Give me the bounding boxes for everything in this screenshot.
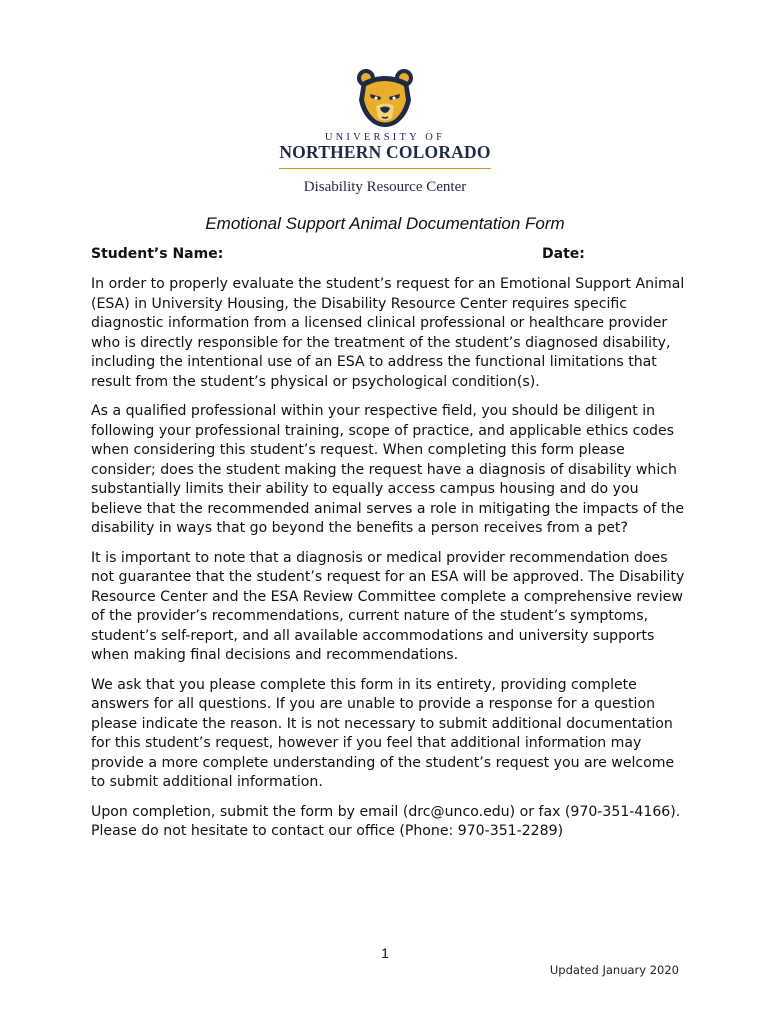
form-instructions [91, 275, 689, 852]
date-label: Date: [542, 246, 585, 262]
page-number: 1 [381, 945, 389, 961]
form-title: Emotional Support Animal Documentation Form [205, 214, 565, 233]
paragraph-contact: Upon completion, submit the form by email (drc@unco.edu) or fax (970-351-4166). Please do not hesitate to contact our office (Phone: 970-351-2289) [91, 803, 681, 839]
student-name-label: Student’s Name: [91, 246, 224, 262]
university-logo [0, 66, 770, 196]
paragraph-professional: As a qualified professional within your respective field, you should be diligent in following your professional training, scope of practice, and applicable ethics codes when considering this student’s request. When completing this form please consider; does the student making the request have a diagnosis of disability which substantially limits their ability to equally access campus housing and do you believe that the recommended animal serves a role in mitigating the impacts of the disability in ways that go beyond the benefits a person receives from a pet? [91, 403, 685, 536]
bear-mascot-icon [356, 66, 414, 130]
university-of-text: UNIVERSITY OF [324, 132, 446, 143]
updated-date: Updated January 2020 [549, 963, 679, 977]
paragraph-disclaimer: It is important to note that a diagnosis or medical provider recommendation does not guarantee that the student’s request for an ESA will be approved. The Disability Resource Center and the ESA Review Committee complete a comprehensive review of the provider’s recommendations, current nature of the student’s symptoms, student’s self-report, and all available accommodations and university supports when making final decisions and recommendations. [91, 549, 685, 663]
paragraph-intro: In order to properly evaluate the student’s request for an Emotional Support Animal (ESA) in University Housing, the Disability Resource Center requires specific diagnostic information from a licensed clinical professional or healthcare provider who is directly responsible for the treatment of the student’s diagnosed disability, including the intentional use of an ESA to address the functional limitations that result from the student’s physical or psychological condition(s). [91, 276, 685, 390]
paragraph-completion: We ask that you please complete this form in its entirety, providing complete answers for all questions. If you are unable to provide a response for a question please indicate the reason. It is not necessary to submit additional documentation for this student’s request, however if you feel that additional information may provide a more complete understanding of the student’s request you are welcome to submit additional information. [91, 676, 675, 790]
department-name: Disability Resource Center [303, 179, 467, 195]
university-name: NORTHERN COLORADO [279, 142, 491, 162]
logo-divider [279, 168, 491, 169]
